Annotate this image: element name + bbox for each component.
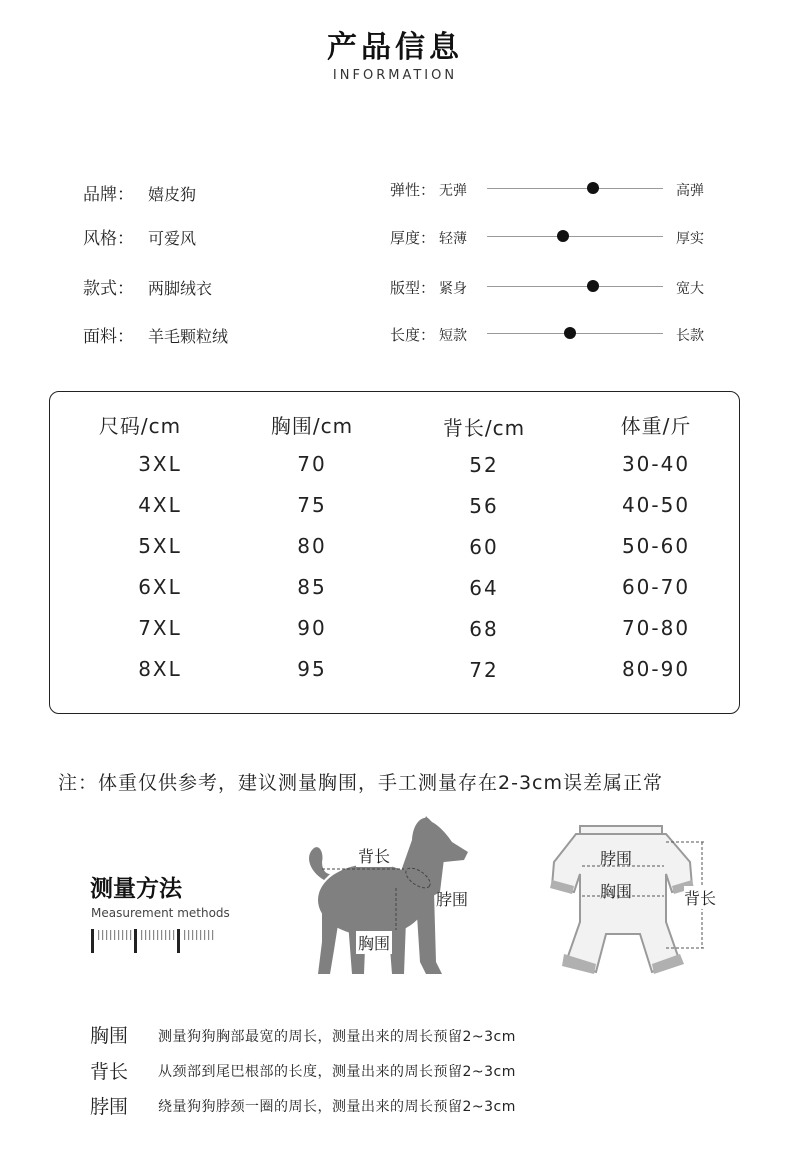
attr-label: 品牌： xyxy=(83,185,134,205)
table-cell: 90 xyxy=(297,616,327,640)
scale-thickness-high: 厚实 xyxy=(676,231,704,247)
ruler-icon xyxy=(90,927,220,955)
attr-value: 羊毛颗粒绒 xyxy=(148,327,229,346)
table-header-back: 背长/cm xyxy=(442,416,526,440)
scale-fit-dot xyxy=(587,280,599,292)
table-cell: 85 xyxy=(297,575,327,599)
table-cell: 80-90 xyxy=(621,657,691,681)
scale-elasticity-dot xyxy=(587,182,599,194)
table-cell: 75 xyxy=(297,493,327,517)
attr-label: 面料： xyxy=(83,327,134,347)
dog-label-neck: 脖围 xyxy=(436,890,469,909)
scale-fit-label: 版型： 紧身 xyxy=(390,279,468,297)
garment-label-back: 背长 xyxy=(684,886,716,909)
table-cell: 68 xyxy=(469,617,499,641)
definition-text: 绕量狗狗脖颈一圈的周长，测量出来的周长预留2~3cm xyxy=(158,1099,516,1115)
table-header-chest: 胸围/cm xyxy=(270,414,354,438)
attr-brand xyxy=(83,180,196,205)
definition-text: 测量狗狗胸部最宽的周长，测量出来的周长预留2~3cm xyxy=(158,1029,516,1045)
table-cell: 40-50 xyxy=(621,493,691,517)
table-header-size: 尺码/cm xyxy=(98,414,182,438)
table-cell: 60-70 xyxy=(621,575,691,599)
scale-elasticity-label: 弹性： 无弹 xyxy=(390,181,468,199)
attr-label: 款式： xyxy=(83,279,134,299)
table-cell: 50-60 xyxy=(621,534,691,558)
size-note: 注：体重仅供参考，建议测量胸围，手工测量存在2-3cm误差属正常 xyxy=(58,772,663,794)
garment-label-neck: 脖围 xyxy=(600,849,633,868)
scale-length-dot xyxy=(564,327,576,339)
table-cell: 8XL xyxy=(138,657,182,681)
scale-length-high: 长款 xyxy=(676,328,704,344)
page-subtitle: INFORMATION xyxy=(332,68,458,83)
scale-fit-track xyxy=(487,286,663,287)
table-cell: 56 xyxy=(469,494,499,518)
page-title: 产品信息 xyxy=(327,30,463,65)
dog-label-back: 背长 xyxy=(356,844,392,867)
definition-term: 脖围 xyxy=(90,1096,129,1118)
attr-label: 风格： xyxy=(83,229,134,249)
table-cell: 64 xyxy=(469,576,499,600)
garment-label-chest: 胸围 xyxy=(600,882,633,901)
measure-subtitle: Measurement methods xyxy=(91,906,230,920)
table-cell: 30-40 xyxy=(621,452,691,476)
table-cell: 95 xyxy=(297,657,327,681)
table-header-weight: 体重/斤 xyxy=(620,414,692,438)
definition-text: 从颈部到尾巴根部的长度，测量出来的周长预留2~3cm xyxy=(158,1064,516,1080)
attr-value: 嬉皮狗 xyxy=(148,185,197,204)
table-cell: 70 xyxy=(297,452,327,476)
scale-thickness-label: 厚度： 轻薄 xyxy=(390,229,468,247)
table-cell: 7XL xyxy=(138,616,182,640)
measure-title: 测量方法 xyxy=(90,876,182,902)
table-cell: 72 xyxy=(469,658,499,682)
table-cell: 4XL xyxy=(138,493,182,517)
table-cell: 80 xyxy=(297,534,327,558)
definition-term: 背长 xyxy=(90,1061,129,1083)
definition-term: 胸围 xyxy=(90,1025,129,1047)
attr-style xyxy=(83,224,196,249)
attr-fabric xyxy=(83,322,228,347)
attr-value: 两脚绒衣 xyxy=(148,279,213,298)
attr-type xyxy=(83,274,212,299)
table-cell: 60 xyxy=(469,535,499,559)
scale-length-track xyxy=(487,333,663,334)
attr-value: 可爱风 xyxy=(148,229,197,248)
dog-label-chest: 胸围 xyxy=(356,931,392,954)
scale-thickness-track xyxy=(487,236,663,237)
table-cell: 6XL xyxy=(138,575,182,599)
scale-elasticity-high: 高弹 xyxy=(676,183,704,199)
table-cell: 70-80 xyxy=(621,616,691,640)
scale-thickness-dot xyxy=(557,230,569,242)
scale-fit-high: 宽大 xyxy=(676,281,704,297)
table-cell: 3XL xyxy=(138,452,182,476)
scale-length-label: 长度： 短款 xyxy=(390,326,468,344)
table-cell: 5XL xyxy=(138,534,182,558)
table-cell: 52 xyxy=(469,453,499,477)
scale-elasticity-track xyxy=(487,188,663,189)
